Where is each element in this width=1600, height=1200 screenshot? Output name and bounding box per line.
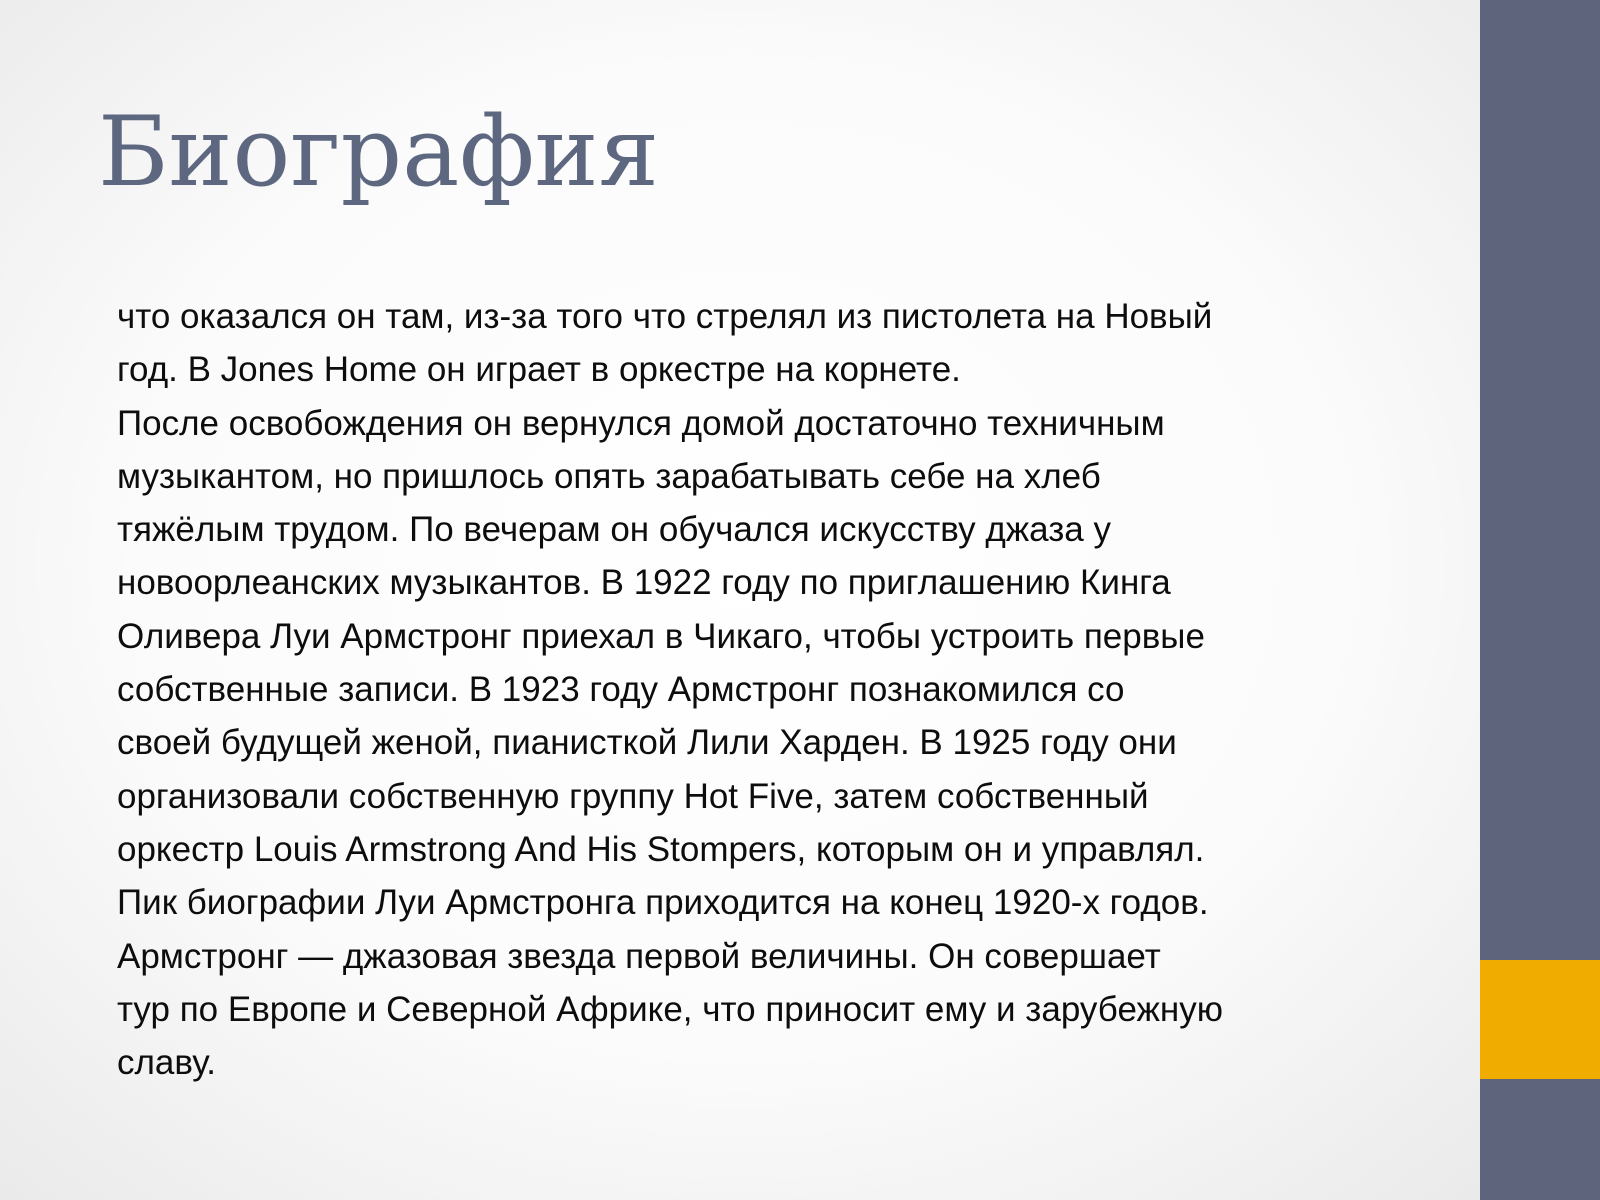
body-line: год. В Jones Home он играет в оркестре на корнете. <box>117 350 961 390</box>
body-line: новоорлеанских музыкантов. В 1922 году по приглашению Кинга <box>117 563 1171 603</box>
accent-block <box>1480 960 1600 1079</box>
body-line: тур по Европе и Северной Африке, что приносит ему и зарубежную <box>117 989 1224 1029</box>
body-line: организовали собственную группу Hot Five, затем собственный <box>117 776 1149 816</box>
body-text <box>117 290 1447 1089</box>
body-line: После освобождения он вернулся домой достаточно техничным <box>117 403 1165 443</box>
body-line: своей будущей женой, пианисткой Лили Харден. В 1925 году они <box>117 723 1177 763</box>
body-line: оркестр Louis Armstrong And His Stompers, которым он и управлял. <box>117 829 1205 869</box>
body-line: тяжёлым трудом. По вечерам он обучался искусству джаза у <box>117 510 1111 550</box>
slide-title: Биография <box>98 96 659 208</box>
body-line: Оливера Луи Армстронг приехал в Чикаго, чтобы устроить первые <box>117 616 1205 656</box>
body-line: музыкантом, но пришлось опять зарабатывать себе на хлеб <box>117 456 1101 496</box>
body-line: собственные записи. В 1923 году Армстронг познакомился со <box>117 670 1125 710</box>
body-line: Армстронг — джазовая звезда первой величины. Он совершает <box>117 936 1161 976</box>
body-line: что оказался он там, из-за того что стрелял из пистолета на Новый <box>117 297 1213 336</box>
body-line: Пик биографии Луи Армстронга приходится на конец 1920-х годов. <box>117 883 1209 923</box>
body-line: славу. <box>117 1043 216 1083</box>
